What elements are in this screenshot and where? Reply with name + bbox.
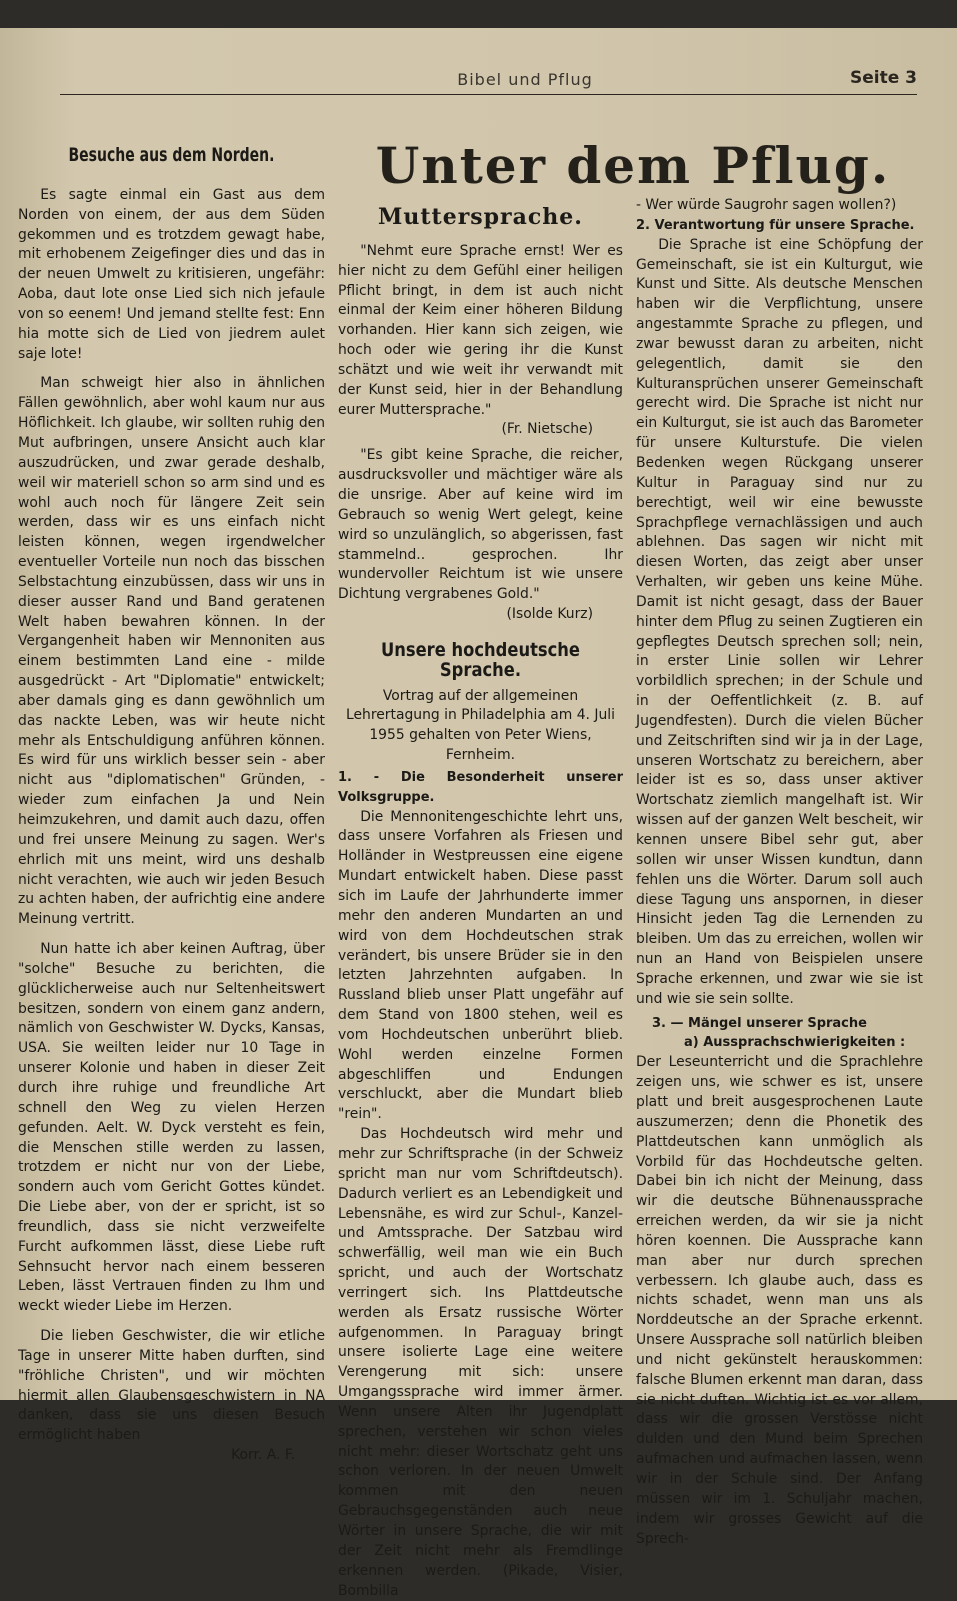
- quote-block: [338, 242, 623, 625]
- article-heading-besuche: Besuche aus dem Norden.: [68, 144, 275, 166]
- left-column: [18, 108, 325, 1466]
- paragraph: Die Sprache ist eine Schöpfung der Gemeinschaft, sie ist ein Kulturgut, wie Kunst und Sitte. Als deutsche Menschen haben wir die Verpflichtung, unsere angestammte Sprache zu pflegen, und zwar bewusst daran zu arbeiten, nicht gelegentlich, damit sie den Kulturansprüchen unserer Gemeinschaft gerecht wird. Die Sprache ist nicht nur ein Kulturgut, sie ist auch das Barometer für unsere Kulturstufe. Die vielen Bedenken wegen Rückgang unserer Kultur in Paraguay sind nur zu berechtigt, weil wir eine bewusste Sprachpflege vernachlässigen und auch ablehnen. Das sagen wir nicht mit diesen Worten, das zeigt aber unser Verhalten, wir geben uns keine Mühe. Damit ist nicht gesagt, dass der Bauer hinter dem Pflug zu seinen Zugtieren ein gepflegtes Deutsch sprechen soll; nein, in erster Linie sollen wir Lehrer vorbildlich sprechen; in der Schule und in der Oeffentlichkeit (z. B. auf Jugendfesten). Durch die vielen Bücher und Zeitschriften sind wir ja in der Lage, unseren Wortschatz zu bereichern, aber leider ist es so, dass unser aktiver Wortschatz ziemlich mangelhaft ist. Wir wissen auf der ganzen Welt bescheit, wir kennen unsere Bibel sehr gut, aber sollen wir unser Wissen kundtun, dann fehlen uns die Wörter. Darum soll auch diese Tagung uns anspornen, in dieser Hinsicht jeden Tag die Lernenden zu bleiben. Um das zu erreichen, wollen wir nun an Hand von Beispielen unsere Sprache erkennen, und zwar wie sie ist und wie sie sein sollte.: [636, 236, 923, 1007]
- right-column: [636, 196, 923, 1549]
- paragraph: Nun hatte ich aber keinen Auftrag, über "solche" Besuche zu berichten, die glücklicherweise auch nur Seltenheitswert besitzen, sondern von einem ganz andern, nämlich von Geschwister W. Dycks, Kansas, USA. Sie weilten leider nur 10 Tage in unserer Kolonie und haben in dieser Zeit durch ihre ruhige und freundliche Art schnell den Weg zu vielen Herzen gefunden. Aelt. W. Dyck versteht es fein, die Menschen stille werden zu lassen, trotzdem er nicht nur von der Liebe, sondern auch vom Gericht Gottes kündet. Die Liebe aber, von der er spricht, ist so freundlich, dass sie nicht verzweifelte Furcht aufkommen lässt, diese Liebe ruft Sehnsucht hervor nach einem besseren Leben, lässt Vertrauen finden zu Ihm und weckt wieder Liebe im Herzen.: [18, 941, 325, 1315]
- quote-nietzsche: "Nehmt eure Sprache ernst! Wer es hier nicht zu dem Gefühl einer heiligen Pflicht bringt, in dem ist auch nicht einmal der Keim einer höheren Bildung vorhanden. Hier kann sich zeigen, wie hoch oder wie gering ihr die Kunst schätzt und wie weit ihr verwandt mit der Kunst seid, hier in der Behandlung eurer Muttersprache.": [338, 242, 623, 418]
- article-heading-muttersprache: Muttersprache.: [378, 204, 583, 230]
- newspaper-page: [0, 28, 957, 1599]
- quote-source: (Isolde Kurz): [506, 606, 593, 623]
- column-masthead: Unter dem Pflug.: [375, 136, 891, 195]
- page-header: [60, 66, 917, 95]
- middle-column: [338, 204, 623, 1601]
- paragraph: Die lieben Geschwister, die wir etliche Tage in unserer Mitte haben durften, sind "fröhliche Christen", und wir möchten hiermit allen Glaubensgeschwistern in NA danken, dass sie uns diesen Besuch ermöglicht haben: [18, 1328, 325, 1444]
- signature: Korr. A. F.: [231, 1447, 295, 1464]
- article-heading-hochdeutsch: Unsere hochdeutsche Sprache.: [380, 638, 581, 681]
- quote-kurz: "Es gibt keine Sprache, die reicher, ausdrucksvoller und mächtiger wäre als die unsrige. Aber auf keine wird im Gebrauch so wenig Wert gelegt, keine wird so unzulänglich, so abgerissen, fast stammelnd.. gesprochen. Ihr wundervoller Reichtum ist wie unsere Dichtung vergrabenes Gold.": [338, 447, 623, 603]
- paragraph: Das Hochdeutsch wird mehr und mehr zur Schriftsprache (in der Schweiz spricht man nur vom Schriftdeutsch). Dadurch verliert es an Lebendigkeit und Lebensnähe, es wird zur Schul-, Kanzel- und Amtssprache. Der Satzbau wird schwerfällig, weil man wie ein Buch spricht, und auch der Wortschatz verringert sich. Ins Plattdeutsche werden als Ersatz russische Wörter aufgenommen. In Paraguay bringt unsere isolierte Lage eine weitere Verengerung mit sich: unsere Umgangssprache wird immer ärmer. Wenn unsere Alten ihr Jugendplatt sprechen, verstehen wir schon vieles nicht mehr: dieser Wortschatz geht uns schon verloren. In der neuen Umwelt kommen mit den neuen Gebrauchsgegenständen auch neue Wörter in unsere Sprache, die wir mit der Zeit nicht mehr als Fremdlinge erkennen werden. (Pikade, Visier, Bombilla: [338, 1126, 623, 1599]
- subsection-title: a) Aussprachschwierigkeiten :: [684, 1035, 906, 1051]
- page-number: Seite 3: [849, 68, 917, 88]
- section-title: 1. - Die Besonderheit unserer Volksgruppe.: [338, 769, 623, 805]
- section-title: 2. Verantwortung für unsere Sprache.: [636, 217, 915, 233]
- paragraph-lead: - Wer würde Saugrohr sagen wollen?): [636, 197, 897, 213]
- article-subtitle: Vortrag auf der allgemeinen Lehrertagung in Philadelphia am 4. Juli 1955 gehalten von Peter Wiens, Fernheim.: [346, 687, 615, 764]
- paragraph: Man schweigt hier also in ähnlichen Fällen gewöhnlich, aber wohl kaum nur aus Höflichkeit. Ich glaube, wir sollten ruhig den Mut aufbringen, unsere Ansicht auch klar auszudrücken, und zwar gerade deshalb, weil wir materiell schon so arm sind und es wohl auch noch für längere Zeit sein werden, dass wir es uns einfach nicht leisten können, wegen irgendwelcher eventueller Vorteile nun noch das bisschen Selbstachtung einzubüssen, dass wir uns in dieser ausser Rand und Band geratenen Welt haben bewahren können. In der Vergangenheit haben wir Mennoniten aus einem bestimmten Land eine - milde ausgedrückt - Art "Diplomatie" entwickelt; aber damals ging es dann gewöhnlich um das nackte Leben, was wir heute nicht mehr als Entschuldigung anführen können. Es wird für uns wirklich besser sein - aber nicht aus "diplomatischen" Gründen, - wieder zum einfachen Ja und Nein heimzukehren, und damit auch dazu, offen und frei unsere Meinung zu sagen. Wer's ehrlich mit uns meint, wird uns deshalb nicht verachten, wie auch wir jeden Besuch zu achten haben, der aufrichtig eine andere Meinung vertritt.: [18, 375, 325, 928]
- running-title: Bibel und Pflug: [457, 70, 593, 89]
- paragraph: Der Leseunterricht und die Sprachlehre zeigen uns, wie schwer es ist, unsere platt und breit ausgesprochenen Laute auszumerzen; denn die Phonetik des Plattdeutschen kann unmöglich als Vorbild für das Hochdeutsche gelten. Dabei bin ich nicht der Meinung, dass wir die deutsche Bühnenaussprache erreichen werden, da wir sie ja nicht hören koennen. Die Aussprache kann man aber nur durch sprechen verbessern. Ich glaube auch, dass es nichts schadet, wenn man uns als Norddeutsche an der Sprache erkennt. Unsere Aussprache soll natürlich bleiben und nicht gekünstelt herauskommen: falsche Blumen erkennt man daran, dass sie nicht duften. Wichtig ist es vor allem, dass wir die grossen Verstösse nicht dulden und den Mund beim Sprechen aufmachen und aufmachen lassen, wenn wir in der Schule sind. Der Anfang müssen wir im 1. Schuljahr machen, indem wir grosses Gewicht auf die Sprech-: [636, 1054, 923, 1547]
- paragraph: Es sagte einmal ein Gast aus dem Norden von einem, der aus dem Süden gekommen und es trotzdem gewagt habe, mit erhobenem Zeigefinger dies und das in der neuen Umwelt zu kritisieren, ungefähr: Aoba, daut lote onse Lied sich nich jefaule von so eenem! Und jemand stellte fest: Enn hia motte sich de Lied von jiedrem aulet saje lote!: [18, 186, 325, 362]
- quote-source: (Fr. Nietsche): [501, 421, 593, 438]
- section-title: 3. — Mängel unserer Sprache: [652, 1015, 867, 1031]
- paragraph: Die Mennonitengeschichte lehrt uns, dass unsere Vorfahren als Friesen und Holländer in Westpreussen eine eigene Mundart entwickelt haben. Diese passt sich im Laufe der Jahrhunderte immer mehr den anderen Mundarten an und wird von dem Hochdeutschen strak verändert, bis unsere Brüder sie in den letzten Jahrzehnten aufgaben. In Russland blieb unser Platt ungefähr auf dem Stand von 1800 stehen, weil es vom Hochdeutschen unberührt blieb. Wohl werden einzelne Formen abgeschliffen und Endungen verschluckt, aber die Mundart blieb "rein".: [338, 808, 623, 1123]
